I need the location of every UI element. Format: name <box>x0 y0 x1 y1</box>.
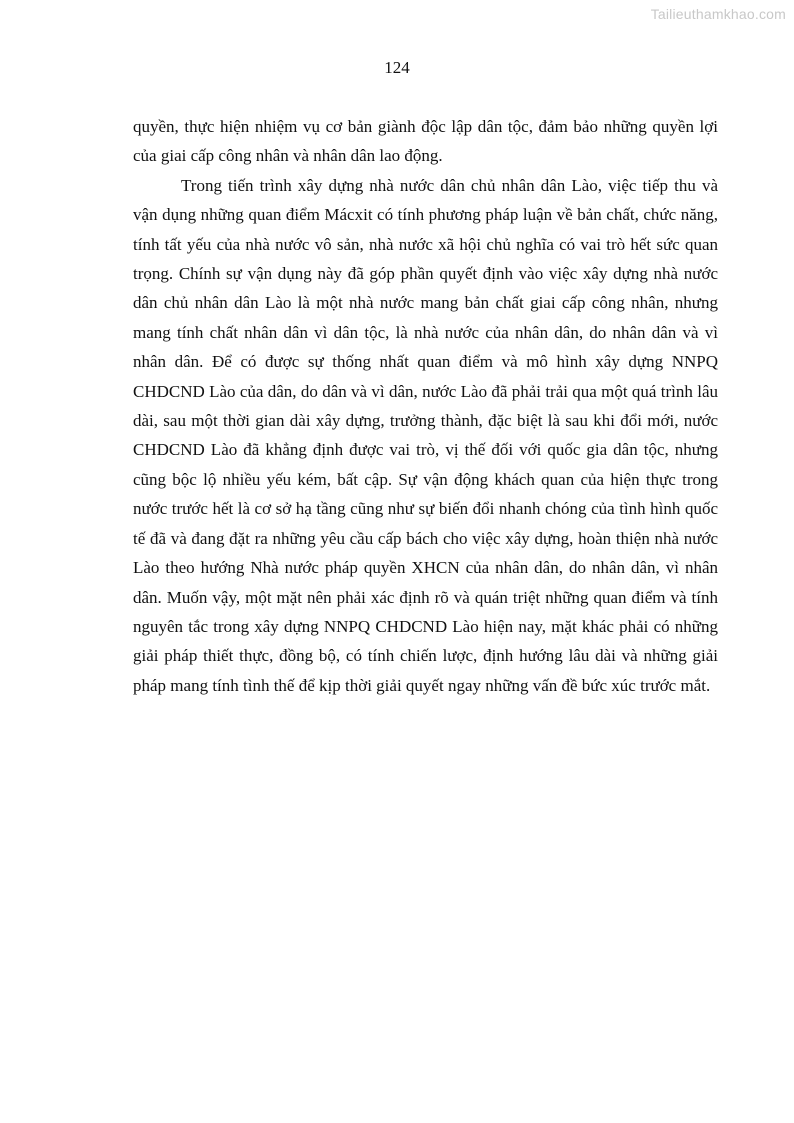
paragraph-continuation: quyền, thực hiện nhiệm vụ cơ bản giành độc lập dân tộc, đảm bảo những quyền lợi của giai cấp công nhân và nhân dân lao động. <box>133 117 718 166</box>
document-body <box>133 112 718 700</box>
watermark-text: Tailieuthamkhao.com <box>650 6 786 22</box>
paragraph-main: Trong tiến trình xây dựng nhà nước dân chủ nhân dân Lào, việc tiếp thu và vận dụng những quan điểm Mácxit có tính phương pháp luận về bản chất, chức năng, tính tất yếu của nhà nước vô sản, nhà nước xã hội chủ nghĩa có vai trò hết sức quan trọng. Chính sự vận dụng này đã góp phần quyết định vào việc xây dựng nhà nước dân chủ nhân dân Lào là một nhà nước mang bản chất giai cấp công nhân, nhưng mang tính chất nhân dân vì dân tộc, là nhà nước của nhân dân, do nhân dân và vì nhân dân. Để có được sự thống nhất quan điểm và mô hình xây dựng NNPQ CHDCND Lào của dân, do dân và vì dân, nước Lào đã phải trải qua một quá trình lâu dài, sau một thời gian dài xây dựng, trưởng thành, đặc biệt là sau khi đổi mới, nước CHDCND Lào đã khẳng định được vai trò, vị thế đối với quốc gia dân tộc, nhưng cũng bộc lộ nhiều yếu kém, bất cập. Sự vận động khách quan của hiện thực trong nước trước hết là cơ sở hạ tầng cũng như sự biến đổi nhanh chóng của tình hình quốc tế đã và đang đặt ra những yêu cầu cấp bách cho việc xây dựng, hoàn thiện nhà nước Lào theo hướng Nhà nước pháp quyền XHCN của nhân dân, do nhân dân, vì nhân dân. Muốn vậy, một mặt nên phải xác định rõ và quán triệt những quan điểm và tính nguyên tắc trong xây dựng NNPQ CHDCND Lào hiện nay, mặt khác phải có những giải pháp thiết thực, đồng bộ, có tính chiến lược, định hướng lâu dài và những giải pháp mang tính tình thế để kịp thời giải quyết ngay những vấn đề bức xúc trước mắt. <box>133 175 718 695</box>
page-number: 124 <box>384 58 410 77</box>
